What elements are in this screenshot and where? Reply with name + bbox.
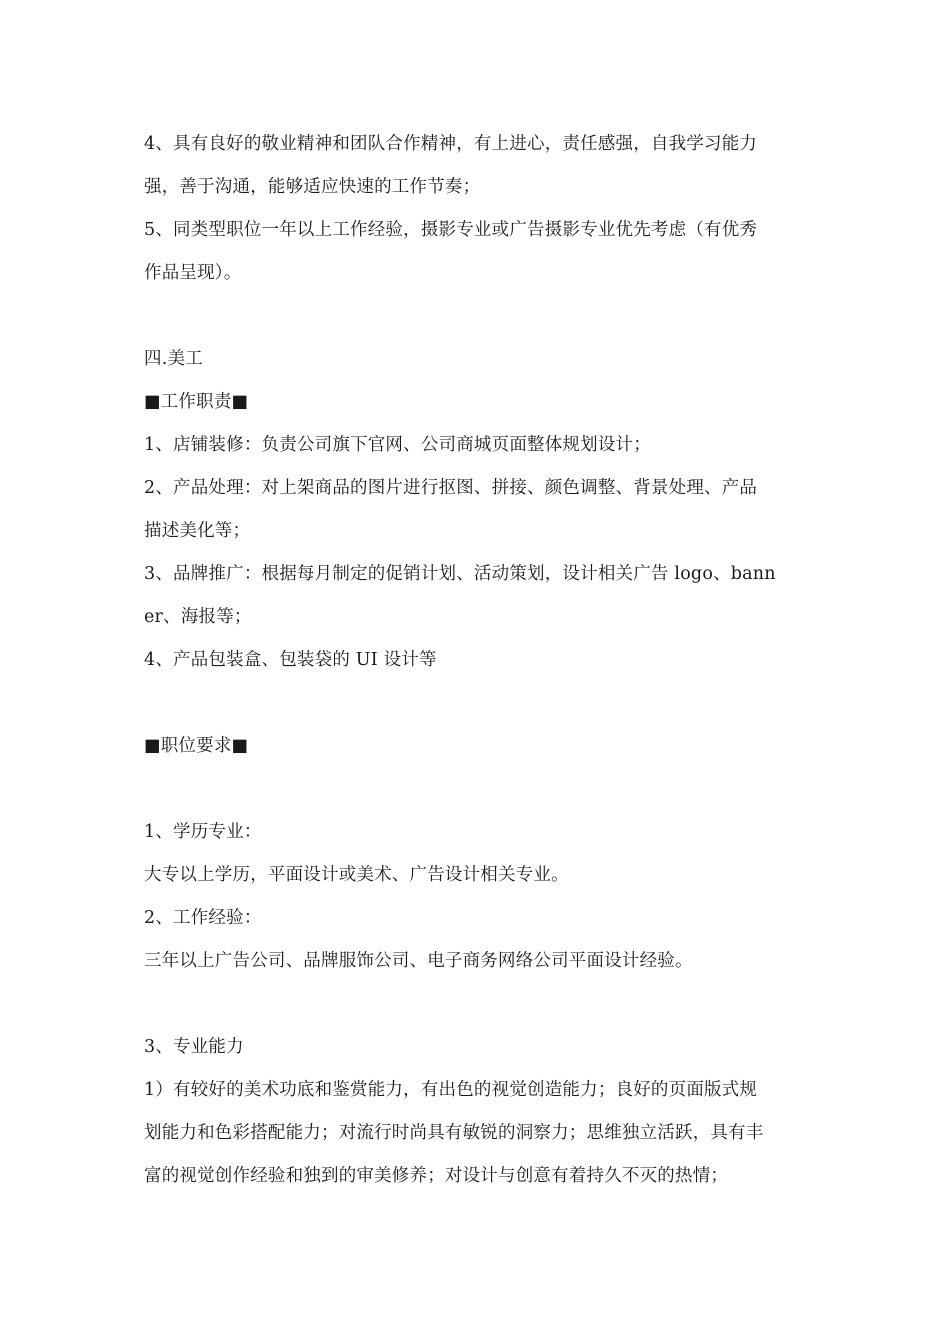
text-line: 4、具有良好的敬业精神和团队合作精神，有上进心，责任感强，自我学习能力 [144,134,758,154]
subsection-heading: ■职位要求■ [144,736,249,756]
text-line: 大专以上学历，平面设计或美术、广告设计相关专业。 [144,865,569,885]
text-line: 强，善于沟通，能够适应快速的工作节奏； [144,177,481,197]
text-line: 2、产品处理：对上架商品的图片进行抠图、拼接、颜色调整、背景处理、产品 [144,478,758,498]
text-line: 4、产品包装盒、包装袋的 UI 设计等 [144,650,437,670]
subsection-heading: ■工作职责■ [144,392,249,412]
text-line: 富的视觉创作经验和独到的审美修养；对设计与创意有着持久不灭的热情； [144,1166,729,1186]
text-line: 3、专业能力 [144,1037,244,1057]
text-line: 5、同类型职位一年以上工作经验，摄影专业或广告摄影专业优先考虑（有优秀 [144,220,758,240]
text-line: 1）有较好的美术功底和鉴赏能力，有出色的视觉创造能力；良好的页面版式规 [144,1080,758,1100]
text-line: 描述美化等； [144,521,251,541]
text-line: 作品呈现）。 [144,263,242,283]
section-heading: 四.美工 [144,349,203,369]
text-line: 1、学历专业： [144,822,262,842]
text-line: 1、店铺装修：负责公司旗下官网、公司商城页面整体规划设计； [144,435,651,455]
text-line: er、海报等； [144,607,252,627]
text-line: 2、工作经验： [144,908,262,928]
text-line: 划能力和色彩搭配能力；对流行时尚具有敏锐的洞察力；思维独立活跃，具有丰 [144,1123,764,1143]
text-line: 三年以上广告公司、品牌服饰公司、电子商务网络公司平面设计经验。 [144,951,693,971]
text-line: 3、品牌推广：根据每月制定的促销计划、活动策划，设计相关广告 logo、bann [144,564,776,584]
